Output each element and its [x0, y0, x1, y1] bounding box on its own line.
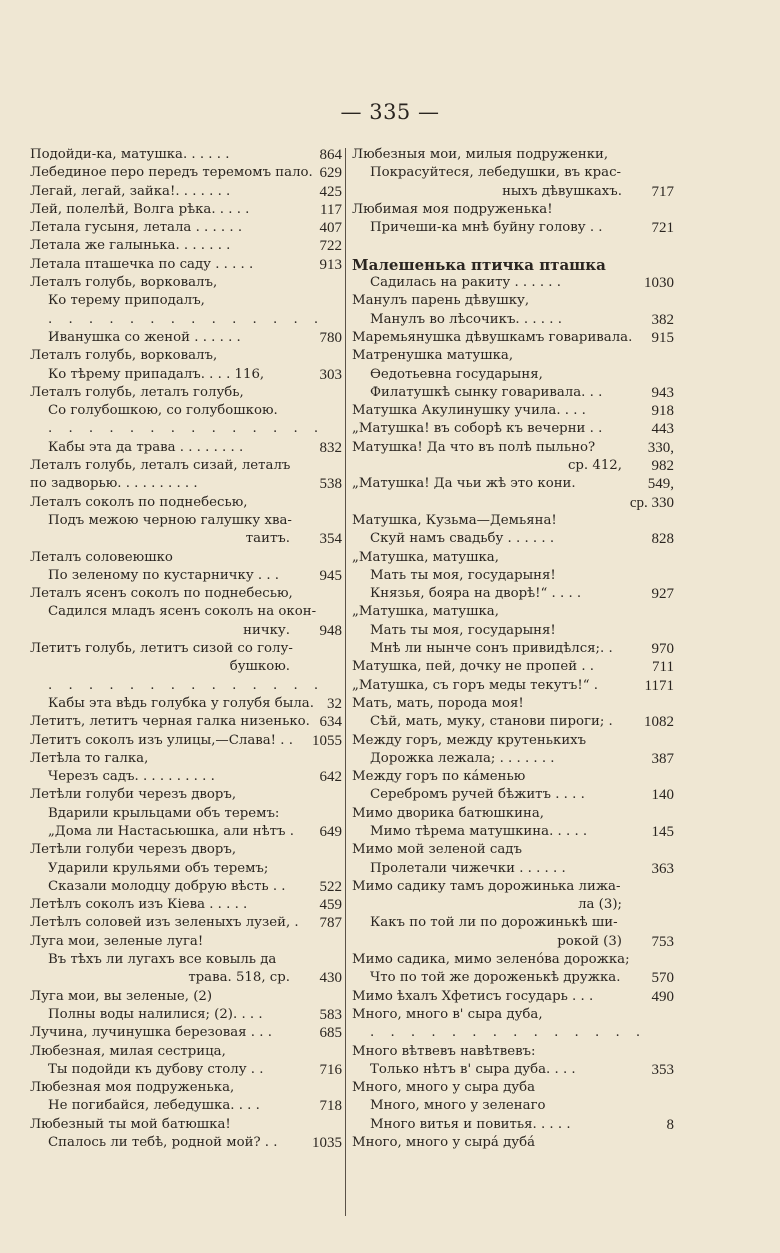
index-entry: [352, 1134, 674, 1152]
index-entry: [352, 713, 674, 731]
entry-page-number: 430: [319, 970, 342, 987]
entry-text: ныхъ дѣвушкахъ.: [502, 183, 622, 199]
index-entry: [352, 658, 674, 676]
index-entry: [30, 567, 342, 585]
index-entry: [352, 164, 674, 182]
entry-text: Спалось ли тебѣ, родной мой? . .: [48, 1135, 278, 1151]
entry-page-number: 918: [651, 403, 674, 420]
index-entry: [352, 896, 674, 914]
entry-text: ничку.: [243, 622, 290, 638]
entry-text: Леталъ голубь, леталъ сизай, леталъ: [30, 458, 291, 474]
entry-text: По зеленому по кустарничку . . .: [48, 567, 280, 583]
index-entry: [352, 1079, 674, 1097]
entry-text: Маремьянушка дѣвушкамъ говаривала.: [352, 329, 633, 345]
index-entry: [352, 1024, 674, 1042]
entry-page-number: 753: [651, 933, 674, 950]
entry-text: Причеши-ка мнѣ буйну голову . .: [370, 220, 603, 236]
index-entry: [352, 146, 674, 164]
entry-text: Любезная моя подруженька,: [30, 1080, 235, 1096]
index-entry: [352, 567, 674, 585]
entry-page-number: 407: [319, 220, 342, 237]
index-entry: [352, 292, 674, 310]
entry-page-number: 718: [319, 1098, 342, 1115]
index-entry: [352, 677, 674, 695]
entry-page-number: 8: [666, 1116, 674, 1133]
index-entry: [30, 292, 342, 310]
index-entry: [30, 494, 342, 512]
index-entry: [352, 823, 674, 841]
index-entry: [30, 512, 342, 530]
entry-page-number: 363: [651, 860, 674, 877]
index-entry: [352, 1043, 674, 1061]
index-entry: [352, 750, 674, 768]
index-entry: [30, 713, 342, 731]
index-entry: [30, 914, 342, 932]
entry-page-number: 32: [327, 695, 342, 712]
index-entry: [352, 1061, 674, 1079]
entry-text: Въ тѣхъ ли лугахъ все ковыль да: [48, 952, 277, 968]
entry-text: Лебединое перо передъ теремомъ пало.: [30, 165, 313, 181]
index-entry: [30, 933, 342, 951]
entry-text: Леталъ ясенъ соколъ по поднебесью,: [30, 586, 293, 602]
index-entry: [30, 988, 342, 1006]
entry-text: Манулъ во лѣсочикъ. . . . . .: [370, 311, 562, 327]
right-column: [352, 146, 674, 1152]
index-entry: [352, 274, 674, 292]
entry-page-number: 353: [651, 1061, 674, 1078]
index-entry: [352, 530, 674, 548]
entry-text: Летѣлъ соловей изъ зеленыхъ лузей, .: [30, 915, 299, 931]
entry-page-number: 459: [319, 897, 342, 914]
index-entry: [352, 951, 674, 969]
entry-text: . . . . . . . . . . . . . .: [48, 311, 325, 327]
entry-text: Подойди-ка, матушка. . . . . .: [30, 147, 230, 162]
entry-text: Мимо мой зеленой садъ: [352, 842, 522, 858]
entry-text: Иванушка со женой . . . . . .: [48, 329, 241, 345]
index-entry: [352, 384, 674, 402]
index-entry: [30, 475, 342, 493]
entry-page-number: 490: [651, 988, 674, 1005]
index-entry: [30, 805, 342, 823]
index-entry: [352, 933, 674, 951]
index-entry: [30, 219, 342, 237]
index-entry: [352, 237, 674, 255]
entry-text: Ко тѣрему припадалъ. . . . 116,: [48, 366, 265, 382]
index-entry: [30, 347, 342, 365]
entry-page-number: 145: [651, 823, 674, 840]
entry-page-number: 522: [319, 878, 342, 895]
entry-text: Покрасуйтеся, лебедушки, въ крас-: [370, 165, 622, 181]
entry-page-number: 583: [319, 1006, 342, 1023]
entry-text: Матушка, Кузьма—Демьяна!: [352, 512, 557, 528]
index-entry: [352, 841, 674, 859]
index-entry: [30, 658, 342, 676]
entry-text: Мимо тѣрема матушкина. . . . .: [370, 823, 588, 839]
index-entry: [352, 969, 674, 987]
index-entry: [30, 841, 342, 859]
entry-text: Мимо ѣхалъ Хфетисъ государь . . .: [352, 988, 594, 1004]
entry-text: . . . . . . . . . . . . . .: [48, 677, 325, 693]
entry-text: Подъ межою черною галушку хва-: [48, 512, 292, 528]
entry-text: Ты подойди къ дубову столу . .: [48, 1061, 264, 1077]
entry-text: Летѣли голуби черезъ дворъ,: [30, 842, 237, 858]
entry-text: Матушка Акулинушку учила. . . .: [352, 403, 586, 419]
index-entry: [30, 768, 342, 786]
entry-text: Луга мои, зеленые луга!: [30, 933, 204, 949]
index-entry: [352, 256, 674, 274]
entry-page-number: 915: [651, 329, 674, 346]
index-entry: [352, 695, 674, 713]
entry-text: Любезный ты мой батюшка!: [30, 1116, 231, 1132]
entry-text: бушкою.: [229, 659, 290, 675]
index-entry: [30, 585, 342, 603]
index-entry: [352, 768, 674, 786]
entry-page-number: 1055: [312, 732, 342, 749]
entry-text: Малешенька птичка пташка: [352, 255, 606, 274]
entry-text: Пролетали чижечки . . . . . .: [370, 860, 566, 876]
index-entry: [30, 420, 342, 438]
entry-text: Любезныя мои, милыя подруженки,: [352, 147, 609, 162]
index-entry: [352, 512, 674, 530]
entry-text: Матушка, пей, дочку не пропей . .: [352, 659, 595, 675]
entry-text: Ко терему приподалъ,: [48, 293, 205, 309]
index-entry: [352, 805, 674, 823]
index-entry: [30, 457, 342, 475]
index-entry: [30, 1061, 342, 1079]
entry-text: Какъ по той ли по дорожинькѣ ши-: [370, 915, 618, 931]
index-entry: [30, 1043, 342, 1061]
entry-page-number: 982: [651, 458, 674, 475]
index-entry: [30, 969, 342, 987]
column-divider: [345, 148, 346, 1216]
entry-text: Сѣй, мать, муку, станови пироги; .: [370, 714, 613, 730]
entry-page-number: 717: [651, 183, 674, 200]
index-entry: [352, 420, 674, 438]
index-entry: [30, 274, 342, 292]
entry-page-number: 864: [319, 147, 342, 163]
entry-text: Летала же галынька. . . . . . .: [30, 238, 231, 254]
index-entry: [30, 256, 342, 274]
entry-text: Летитъ голубь, летитъ сизой со голу-: [30, 641, 293, 657]
entry-text: ср. 412,: [567, 458, 622, 474]
index-entry: [30, 951, 342, 969]
index-entry: [30, 640, 342, 658]
entry-text: Леталъ голубь, ворковалъ,: [30, 275, 218, 291]
entry-text: „Матушка! Да чьи жѣ это кони.: [352, 476, 576, 492]
entry-text: Луга мои, вы зеленые, (2): [30, 988, 213, 1004]
entry-page-number: 1030: [644, 275, 674, 292]
entry-page-number: 927: [651, 586, 674, 603]
entry-text: рокой (3): [557, 933, 622, 949]
entry-text: Лей, полелѣй, Волга рѣка. . . . .: [30, 201, 250, 217]
entry-text: Любимая моя подруженька!: [352, 201, 553, 217]
entry-text: Садился младъ ясенъ соколъ на окон-: [48, 604, 317, 620]
entry-text: Летала пташечка по саду . . . . .: [30, 256, 254, 272]
entry-page-number: 945: [319, 567, 342, 584]
entry-page-number: 425: [319, 183, 342, 200]
index-entry: [30, 622, 342, 640]
entry-text: Много, много у зеленаго: [370, 1098, 546, 1114]
index-entry: [30, 860, 342, 878]
entry-page-number: 722: [319, 238, 342, 255]
entry-text: „Матушка, матушка,: [352, 604, 499, 620]
entry-text: Много, много у сырá дубá: [352, 1135, 536, 1151]
entry-page-number: 387: [651, 750, 674, 767]
index-entry: [352, 329, 674, 347]
index-entry: [30, 1097, 342, 1115]
index-entry: [352, 622, 674, 640]
index-entry: [352, 549, 674, 567]
index-entry: [30, 695, 342, 713]
entry-text: Ударили крульями объ теремъ;: [48, 860, 269, 876]
index-entry: [352, 585, 674, 603]
entry-page-number: 1171: [644, 677, 674, 694]
entry-page-number: 780: [319, 329, 342, 346]
index-entry: [30, 1134, 342, 1152]
entry-page-number: 913: [319, 256, 342, 273]
index-entry: [352, 732, 674, 750]
index-entry: [352, 347, 674, 365]
entry-text: Летѣла то галка,: [30, 750, 149, 766]
entry-text: Сказали молодцу добрую вѣсть . .: [48, 878, 286, 894]
entry-text: „Дома ли Настасьюшка, али нѣтъ .: [48, 823, 294, 839]
entry-page-number: 832: [319, 439, 342, 456]
entry-page-number: 1035: [312, 1135, 342, 1152]
index-entry: [352, 201, 674, 219]
index-entry: [352, 640, 674, 658]
index-entry: [352, 878, 674, 896]
index-entry: [30, 603, 342, 621]
entry-page-number: ср. 330: [629, 494, 674, 511]
entry-text: . . . . . . . . . . . . . .: [48, 421, 325, 437]
index-entry: [352, 457, 674, 475]
entry-page-number: 629: [319, 165, 342, 182]
entry-text: Мать ты моя, государыня!: [370, 567, 556, 583]
entry-text: Между горъ, между крутенькихъ: [352, 732, 587, 748]
entry-text: Любезная, милая сестрица,: [30, 1043, 226, 1059]
entry-text: Летитъ, летитъ черная галка низенько.: [30, 714, 310, 730]
entry-page-number: 549,: [647, 476, 674, 493]
index-entry: [352, 366, 674, 384]
page-number: — 335 —: [340, 100, 440, 124]
entry-text: Леталъ голубь, ворковалъ,: [30, 348, 218, 364]
entry-page-number: 828: [651, 531, 674, 548]
entry-text: Матушка! Да что въ полѣ пыльно?: [352, 439, 596, 455]
entry-page-number: 787: [319, 915, 342, 932]
entry-text: трава. 518, ср.: [188, 970, 290, 986]
entry-page-number: 642: [319, 769, 342, 786]
entry-page-number: 634: [319, 714, 342, 731]
entry-text: Летала гусыня, летала . . . . . .: [30, 220, 243, 236]
entry-text: Мать ты моя, государыня!: [370, 622, 556, 638]
index-entry: [352, 475, 674, 493]
index-entry: [352, 1116, 674, 1134]
entry-text: Полны воды налилися; (2). . . .: [48, 1006, 263, 1022]
entry-text: Легай, легай, зайка!. . . . . . .: [30, 183, 231, 199]
entry-text: Много, много у сыра дуба: [352, 1080, 536, 1096]
entry-text: Не погибайся, лебедушка. . . .: [48, 1098, 260, 1114]
entry-page-number: 685: [319, 1025, 342, 1042]
index-entry: [30, 1024, 342, 1042]
index-entry: [30, 549, 342, 567]
index-entry: [30, 439, 342, 457]
entry-text: Мимо дворика батюшкина,: [352, 805, 544, 821]
index-entry: [30, 311, 342, 329]
entry-text: ла (3);: [578, 897, 622, 913]
entry-text: Летѣлъ соколъ изъ Кіева . . . . .: [30, 897, 248, 913]
entry-text: Манулъ парень дѣвушку,: [352, 293, 530, 309]
entry-page-number: 716: [319, 1061, 342, 1078]
entry-text: Матренушка матушка,: [352, 348, 514, 364]
entry-text: Лучина, лучинушка березовая . . .: [30, 1025, 272, 1041]
index-entry: [30, 1006, 342, 1024]
entry-text: Серебромъ ручей бѣжитъ . . . .: [370, 787, 585, 803]
index-entry: [352, 439, 674, 457]
entry-page-number: 970: [651, 641, 674, 658]
entry-text: „Матушка, матушка,: [352, 549, 499, 565]
entry-text: Кабы эта да трава . . . . . . . .: [48, 439, 244, 455]
entry-page-number: 140: [651, 787, 674, 804]
entry-text: Мимо садику тамъ дорожинька лижа-: [352, 878, 621, 894]
entry-text: „Матушка, съ горъ меды текутъ!“ .: [352, 677, 598, 693]
entry-text: Мать, мать, порода моя!: [352, 695, 524, 711]
index-entry: [30, 237, 342, 255]
entry-text: Много витья и повитья. . . . .: [370, 1116, 571, 1132]
entry-page-number: 443: [651, 421, 674, 438]
index-entry: [30, 750, 342, 768]
entry-text: Ѳедотьевна государыня,: [370, 366, 543, 382]
index-entry: [30, 201, 342, 219]
index-entry: [352, 988, 674, 1006]
index-entry: [30, 1079, 342, 1097]
entry-text: Мимо садика, мимо зеленóва дорожка;: [352, 952, 630, 968]
index-entry: [30, 329, 342, 347]
entry-page-number: 117: [320, 201, 342, 218]
index-entry: [30, 878, 342, 896]
entry-page-number: 330,: [647, 439, 674, 456]
entry-text: Много вѣтвевъ навѣтвевъ:: [352, 1043, 536, 1059]
entry-text: Между горъ по кáменью: [352, 769, 526, 785]
entry-page-number: 943: [651, 384, 674, 401]
entry-text: Со голубошкою, со голубошкою.: [48, 403, 278, 419]
index-entry: [30, 786, 342, 804]
index-entry: [30, 366, 342, 384]
entry-text: Леталъ голубь, леталъ голубь,: [30, 384, 244, 400]
index-entry: [352, 494, 674, 512]
index-entry: [30, 677, 342, 695]
entry-text: Леталъ соловеюшко: [30, 549, 173, 565]
entry-text: Летѣли голуби черезъ дворъ,: [30, 787, 237, 803]
index-entry: [30, 384, 342, 402]
index-entry: [30, 823, 342, 841]
entry-text: Кабы эта вѣдь голубка у голубя была.: [48, 695, 314, 711]
left-column: [30, 146, 342, 1152]
index-entry: [30, 1116, 342, 1134]
entry-page-number: 649: [319, 823, 342, 840]
entry-page-number: 538: [319, 476, 342, 493]
index-entry: [30, 146, 342, 164]
entry-text: Вдарили крыльцами объ теремъ:: [48, 805, 280, 821]
entry-text: Скуй намъ свадьбу . . . . . .: [370, 531, 555, 547]
entry-text: Леталъ соколъ по поднебесью,: [30, 494, 248, 510]
entry-text: Дорожка лежала; . . . . . . .: [370, 750, 555, 766]
index-entry: [30, 530, 342, 548]
entry-page-number: 303: [319, 366, 342, 383]
index-entry: [352, 786, 674, 804]
entry-text: Князья, бояра на дворѣ!“ . . . .: [370, 586, 582, 602]
entry-text: Летитъ соколъ изъ улицы,—Слава! . .: [30, 732, 293, 748]
index-entry: [30, 183, 342, 201]
index-entry: [352, 1006, 674, 1024]
entry-text: Филатушкѣ сынку говаривала. . .: [370, 384, 603, 400]
index-entry: [352, 914, 674, 932]
entry-text: по задворью. . . . . . . . . .: [30, 476, 198, 492]
index-entry: [352, 1097, 674, 1115]
entry-text: Садилась на ракиту . . . . . .: [370, 275, 561, 291]
index-entry: [352, 183, 674, 201]
entry-text: Только нѣтъ в' сыра дуба. . . .: [370, 1061, 576, 1077]
entry-text: . . . . . . . . . . . . . .: [370, 1025, 647, 1041]
index-entry: [352, 603, 674, 621]
index-entry: [30, 164, 342, 182]
index-entry: [352, 219, 674, 237]
entry-text: Мнѣ ли нынче сонъ привидѣлся;. .: [370, 641, 613, 657]
index-entry: [30, 896, 342, 914]
entry-page-number: 354: [319, 531, 342, 548]
entry-text: Много, много в' сыра дуба,: [352, 1006, 543, 1022]
entry-text: Черезъ садъ. . . . . . . . . .: [48, 769, 215, 785]
index-entry: [30, 402, 342, 420]
entry-page-number: 711: [652, 659, 674, 676]
entry-text: Что по той же дороженькѣ дружка.: [370, 970, 621, 986]
entry-text: таитъ.: [245, 531, 290, 547]
index-entry: [352, 860, 674, 878]
entry-page-number: 570: [651, 970, 674, 987]
index-entry: [352, 402, 674, 420]
entry-text: „Матушка! въ соборѣ къ вечерни . .: [352, 421, 603, 437]
index-entry: [352, 311, 674, 329]
entry-page-number: 721: [651, 220, 674, 237]
entry-page-number: 382: [651, 311, 674, 328]
index-entry: [30, 732, 342, 750]
entry-page-number: 948: [319, 622, 342, 639]
entry-page-number: 1082: [644, 714, 674, 731]
